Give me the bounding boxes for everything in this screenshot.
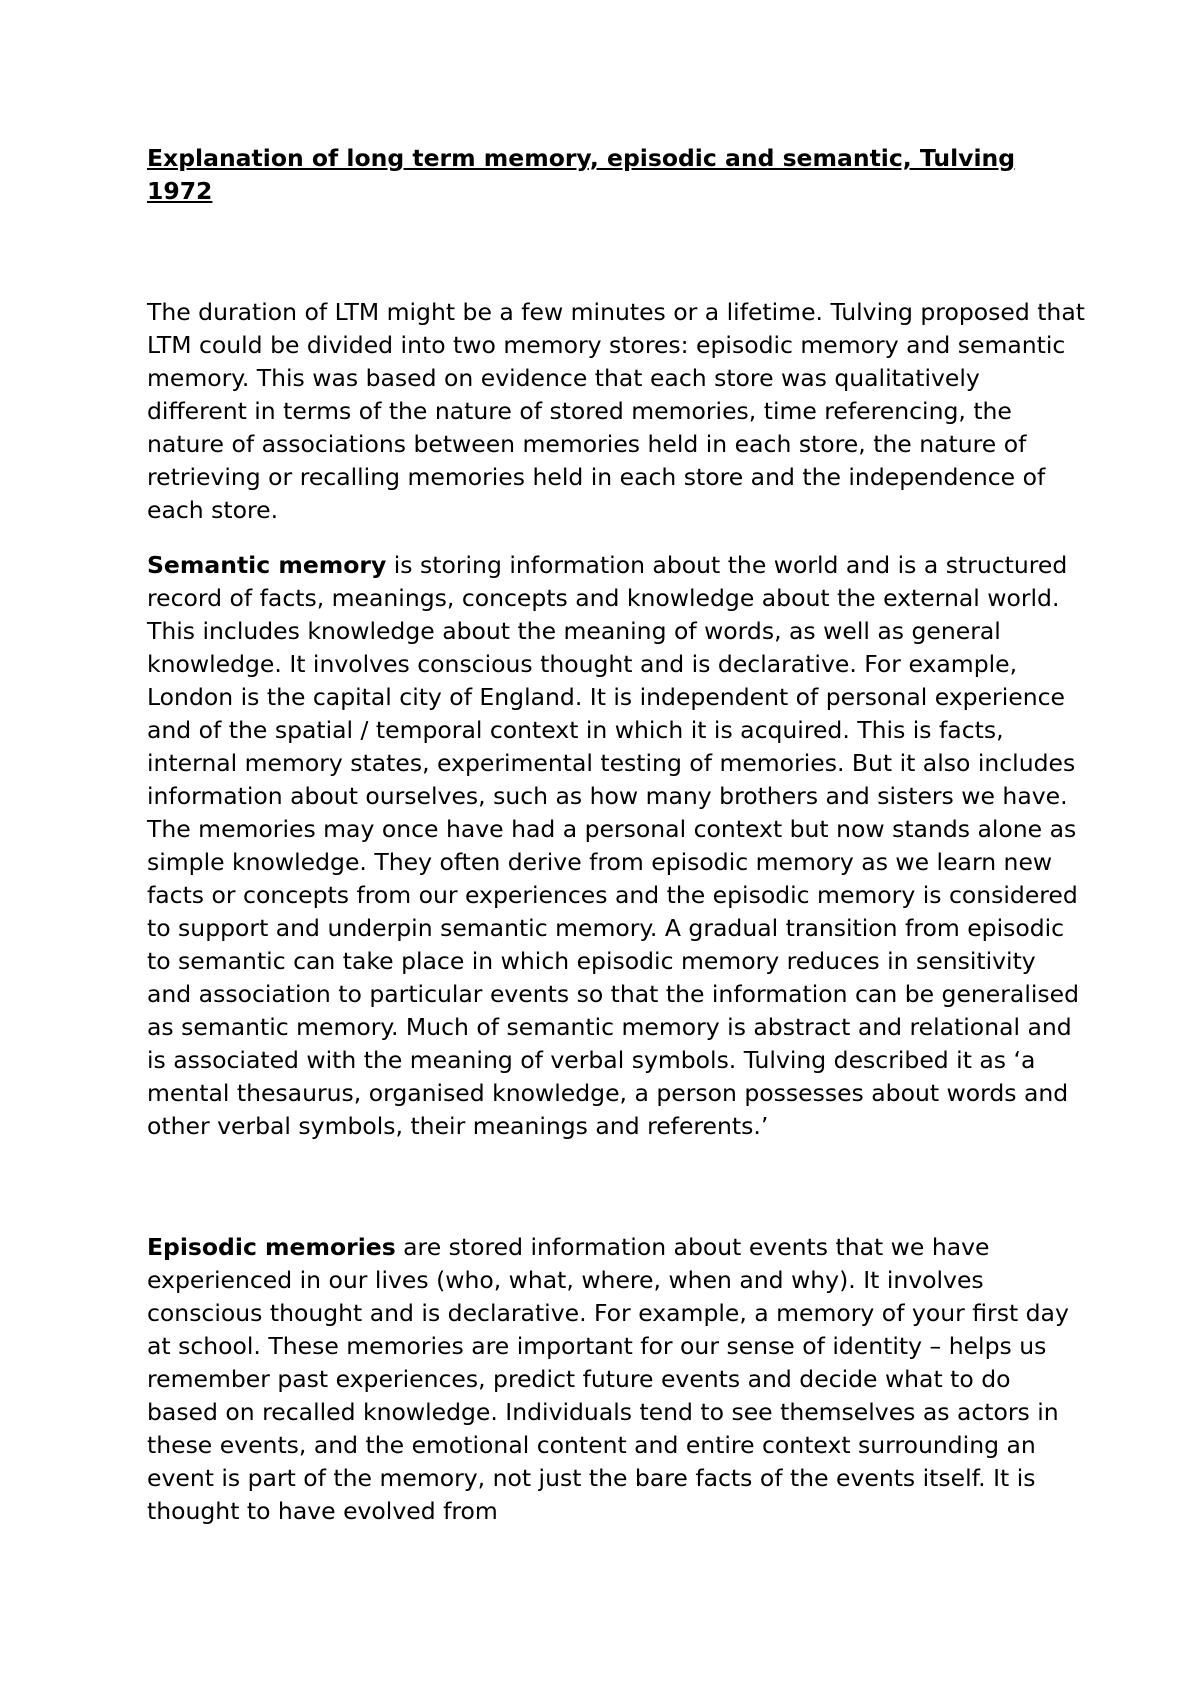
- intro-paragraph: The duration of LTM might be a few minutes or a lifetime. Tulving proposed that LTM could be divided into two memory stores: episodic memory and semantic memory. This was based on evidence that each store was qualitatively different in terms of the nature of stored memories, time referencing, the nature of associations between memories held in each store, the nature of retrieving or recalling memories held in each store and the independence of each store.: [147, 298, 1085, 524]
- episodic-memory-term: Episodic memories: [147, 1233, 396, 1261]
- episodic-memory-paragraph: [147, 1231, 1087, 1528]
- semantic-memory-paragraph: [147, 549, 1087, 1143]
- semantic-memory-text: is storing information about the world and is a structured record of facts, meanings, concepts and knowledge about the external world. This includes knowledge about the meaning of words, as well as general knowledge. It involves conscious thought and is declarative. For example, London is the capital city of England. It is independent of personal experience and of the spatial / temporal context in which it is acquired. This is facts, internal memory states, experimental testing of memories. But it also includes information about ourselves, such as how many brothers and sisters we have. The memories may once have had a personal context but now stands alone as simple knowledge. They often derive from episodic memory as we learn new facts or concepts from our experiences and the episodic memory is considered to support and underpin semantic memory. A gradual transition from episodic to semantic can take place in which episodic memory reduces in sensitivity and association to particular events so that the information can be generalised as semantic memory. Much of semantic memory is abstract and relational and is associated with the meaning of verbal symbols. Tulving described it as ‘a mental thesaurus, organised knowledge, a person possesses about words and other verbal symbols, their meanings and referents.’: [147, 551, 1080, 1140]
- episodic-memory-text: are stored information about events that we have experienced in our lives (who, what, where, when and why). It involves conscious thought and is declarative. For example, a memory of your first day at school. These memories are important for our sense of identity – helps us remember past experiences, predict future events and decide what to do based on recalled knowledge. Individuals tend to see themselves as actors in these events, and the emotional content and entire context surrounding an event is part of the memory, not just the bare facts of the events itself. It is thought to have evolved from: [147, 1233, 1069, 1525]
- document-title: Explanation of long term memory, episodic and semantic, Tulving 1972: [147, 144, 1016, 205]
- document-body: [147, 142, 1087, 1528]
- semantic-memory-term: Semantic memory: [147, 551, 387, 579]
